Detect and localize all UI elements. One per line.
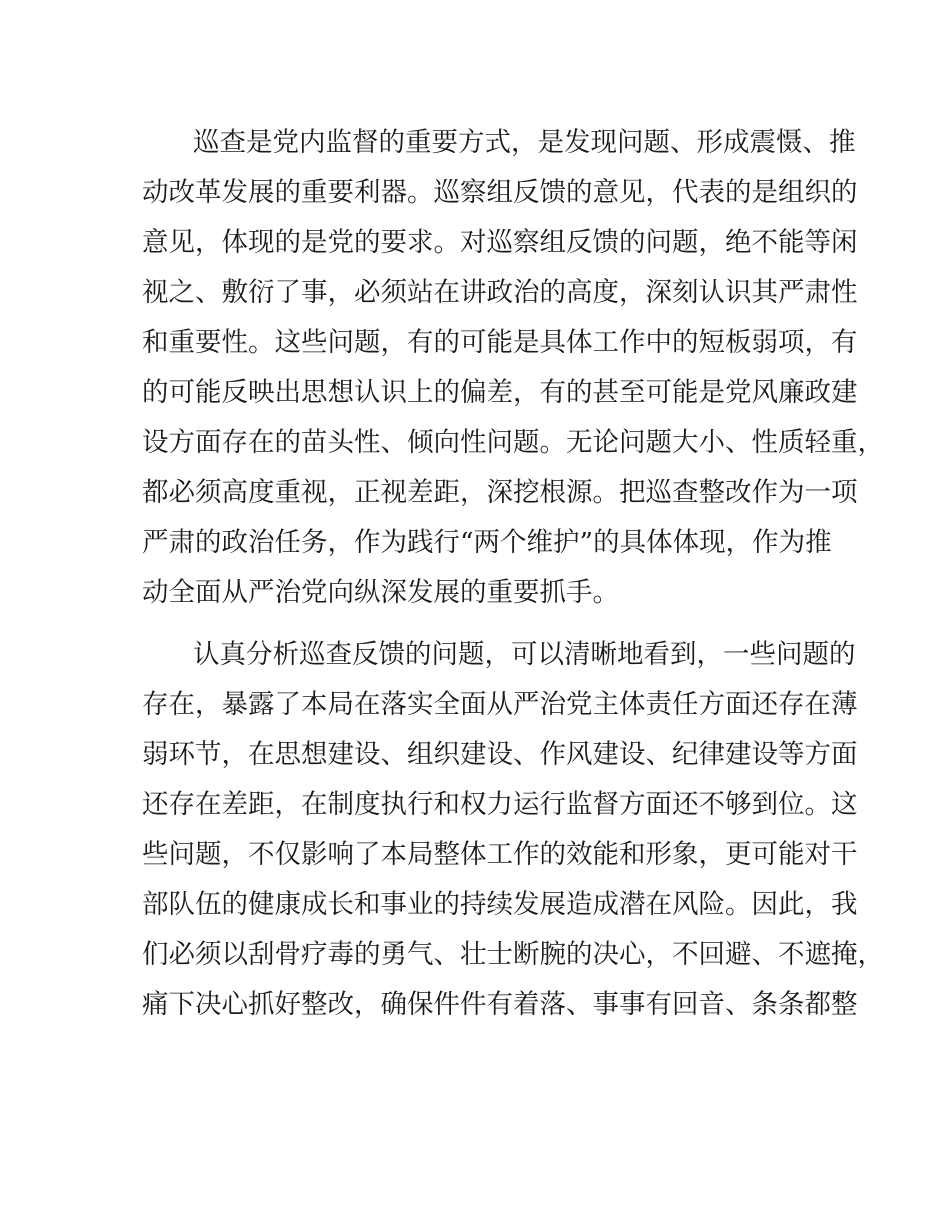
text-line: 都必须高度重视，正视差距，深挖根源。把巡查整改作为一项 <box>142 477 858 508</box>
text-line: 设方面存在的苗头性、倾向性问题。无论问题大小、性质轻重， <box>142 427 884 458</box>
text-line: 动全面从严治党向纵深发展的重要抓手。 <box>142 577 619 608</box>
text-line: 和重要性。这些问题，有的可能是具体工作中的短板弱项，有 <box>142 327 858 358</box>
text-line: 存在，暴露了本局在落实全面从严治党主体责任方面还存在薄 <box>142 689 858 720</box>
text-line: 动改革发展的重要利器。巡察组反馈的意见，代表的是组织的 <box>142 177 858 208</box>
text-line: 的可能反映出思想认识上的偏差，有的甚至可能是党风廉政建 <box>142 377 858 408</box>
text-line: 些问题，不仅影响了本局整体工作的效能和形象，更可能对干 <box>142 839 858 870</box>
text-line: 们必须以刮骨疗毒的勇气、壮士断腕的决心，不回避、不遮掩， <box>142 939 884 970</box>
text-line: 弱环节，在思想建设、组织建设、作风建设、纪律建设等方面 <box>142 739 858 770</box>
text-line: 意见，体现的是党的要求。对巡察组反馈的问题，绝不能等闲 <box>142 227 858 258</box>
text-line: 痛下决心抓好整改，确保件件有着落、事事有回音、条条都整 <box>142 989 858 1020</box>
text-line: 巡查是党内监督的重要方式，是发现问题、形成震慑、推 <box>193 127 856 158</box>
text-line: 严肃的政治任务，作为践行“两个维护”的具体体现，作为推 <box>142 527 832 558</box>
text-line: 部队伍的健康成长和事业的持续发展造成潜在风险。因此，我 <box>142 889 858 920</box>
text-line: 还存在差距，在制度执行和权力运行监督方面还不够到位。这 <box>142 789 858 820</box>
text-line: 视之、敷衍了事，必须站在讲政治的高度，深刻认识其严肃性 <box>142 277 858 308</box>
text-line: 认真分析巡查反馈的问题，可以清晰地看到，一些问题的 <box>193 639 856 670</box>
